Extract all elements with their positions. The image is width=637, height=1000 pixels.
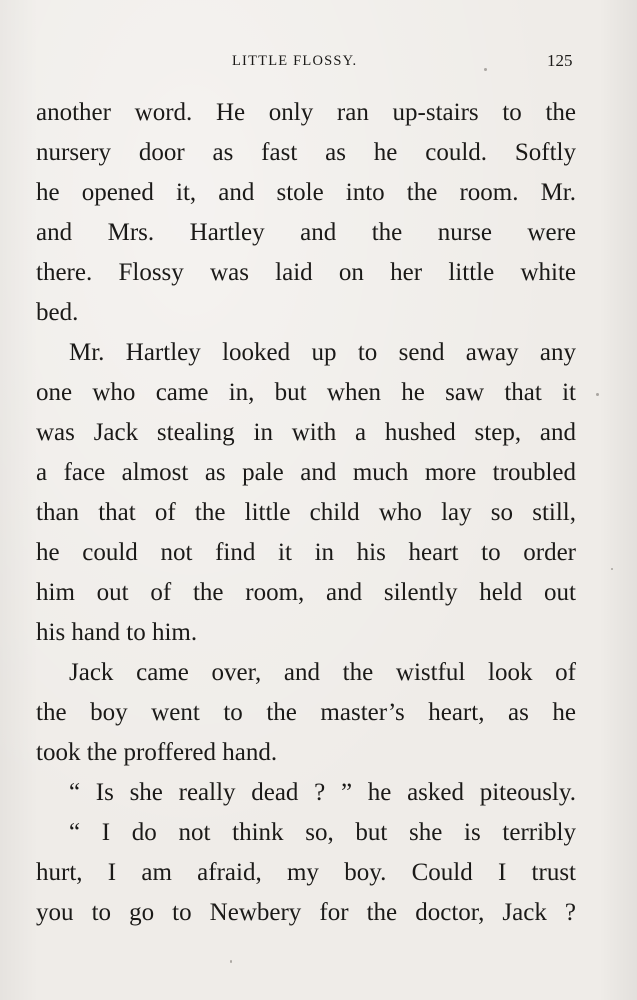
text-line: bed. (36, 299, 79, 326)
text-line: “ I do not think so, but she is terribly (69, 819, 576, 846)
paper-speck (484, 68, 487, 71)
running-head: LITTLE FLOSSY. (232, 53, 358, 69)
paper-speck (611, 568, 613, 570)
page-number: 125 (547, 51, 573, 70)
text-line: nursery door as fast as he could. Softly (36, 139, 576, 166)
text-line: was Jack stealing in with a hushed step, and (36, 419, 576, 446)
text-line: hurt, I am afraid, my boy. Could I trust (36, 859, 576, 886)
text-line: “ Is she really dead ? ” he asked piteously. (69, 779, 576, 806)
text-line: he opened it, and stole into the room. Mr. (36, 179, 576, 206)
text-line: the boy went to the master’s heart, as he (36, 699, 576, 726)
text-line: Jack came over, and the wistful look of (69, 659, 576, 686)
text-line: took the proffered hand. (36, 739, 278, 766)
text-line: than that of the little child who lay so still, (36, 499, 576, 526)
text-line: and Mrs. Hartley and the nurse were (36, 219, 576, 246)
text-line: he could not find it in his heart to order (36, 539, 576, 566)
paper-speck (230, 960, 232, 963)
text-line: one who came in, but when he saw that it (36, 379, 576, 406)
text-line: him out of the room, and silently held out (36, 579, 576, 606)
text-line: his hand to him. (36, 619, 198, 646)
text-line: Mr. Hartley looked up to send away any (69, 339, 576, 366)
text-line: another word. He only ran up-stairs to the (36, 99, 576, 126)
text-line: you to go to Newbery for the doctor, Jack ? (36, 899, 576, 926)
text-line: a face almost as pale and much more troubled (36, 459, 576, 486)
text-line: there. Flossy was laid on her little white (36, 259, 576, 286)
paper-speck (596, 393, 599, 396)
